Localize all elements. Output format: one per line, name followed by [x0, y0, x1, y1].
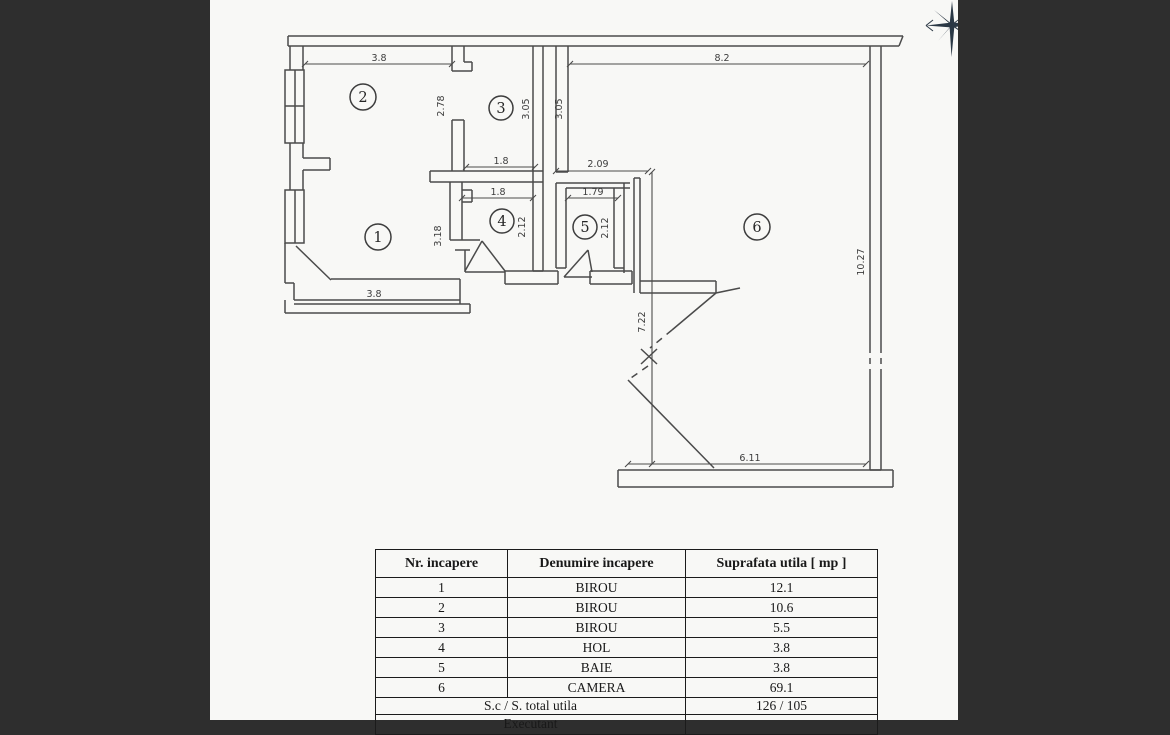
hall-room6-wall: [640, 281, 716, 293]
header-nr-incapere: Nr. incapere: [376, 550, 508, 578]
table-row: [376, 638, 878, 658]
cell-area: 5.5: [686, 618, 878, 638]
scanner-band-right: [958, 0, 1170, 720]
top-wall: [288, 36, 903, 46]
table-total-row: [376, 698, 878, 715]
dim-room6-width: 8.2: [714, 53, 730, 64]
room6-left-wall-lower: [634, 178, 640, 293]
dim-room4-height: 2.12: [517, 216, 528, 238]
dim-room6-left-height: 3.05: [554, 98, 565, 120]
partial-row-label: Executant: [376, 715, 686, 735]
table-row: [376, 578, 878, 598]
header-suprafata-utila: Suprafata utila [ mp ]: [686, 550, 878, 578]
dim-room2-width: 3.8: [371, 53, 387, 64]
table-row: [376, 658, 878, 678]
dim-room3-width: 1.8: [493, 156, 509, 167]
room5-door-sill: [590, 271, 632, 284]
cell-nr: 1: [376, 578, 508, 598]
scanner-band-left: [0, 0, 210, 720]
table-row: [376, 678, 878, 698]
dim-hall-width: 2.09: [587, 159, 609, 170]
wall-rooms-3-4: [430, 171, 543, 182]
wall-lines: [285, 36, 903, 487]
room-number-3: [489, 96, 513, 120]
room-number-2: [350, 84, 376, 110]
room4-door-sill: [505, 271, 558, 284]
room-number-1: [365, 224, 391, 250]
cell-area: 10.6: [686, 598, 878, 618]
dim-room4-width: 1.8: [490, 187, 506, 198]
room-areas-table: [375, 549, 878, 735]
svg-text:5: 5: [580, 220, 590, 236]
dimension-lines: [302, 61, 869, 467]
svg-text:2: 2: [358, 90, 368, 106]
cell-area: 3.8: [686, 638, 878, 658]
room5-left-wall: [556, 183, 566, 268]
room6-door-cross: [641, 349, 657, 364]
dim-room5-width: 1.79: [582, 187, 604, 198]
wall-stub-room2: [303, 158, 330, 170]
table-partial-row: [376, 715, 878, 735]
wall-rooms-2-3: [452, 46, 472, 171]
wall-rooms-4-5: [533, 46, 543, 271]
table-row: [376, 618, 878, 638]
dim-room6-bottom-width: 6.11: [739, 453, 761, 464]
cell-name: BIROU: [508, 598, 686, 618]
cell-nr: 4: [376, 638, 508, 658]
window-room1: [285, 190, 304, 243]
room5-door-swing: [564, 250, 592, 277]
dimension-labels: [366, 53, 867, 464]
svg-text:6: 6: [752, 220, 762, 236]
right-wall-window-dashed: [870, 347, 881, 372]
table-row: [376, 598, 878, 618]
cell-area: 69.1: [686, 678, 878, 698]
dim-room1-width: 3.8: [366, 289, 382, 300]
cell-name: BIROU: [508, 618, 686, 638]
cell-area: 12.1: [686, 578, 878, 598]
window-room2: [285, 70, 304, 143]
cell-nr: 2: [376, 598, 508, 618]
cell-area: 3.8: [686, 658, 878, 678]
total-value: 126 / 105: [686, 698, 878, 715]
cell-nr: 6: [376, 678, 508, 698]
total-label: S.c / S. total utila: [376, 698, 686, 715]
left-wall: [285, 46, 303, 300]
room-number-6: [744, 214, 770, 240]
partial-row-empty: [686, 715, 878, 735]
room4-door-swing: [465, 241, 505, 271]
room1-corner-door: [296, 246, 331, 280]
dim-room2-height: 2.78: [436, 95, 447, 117]
cell-name: BIROU: [508, 578, 686, 598]
cell-name: CAMERA: [508, 678, 686, 698]
dim-room3-height: 3.05: [521, 98, 532, 120]
svg-text:4: 4: [497, 214, 507, 230]
room-number-4: [490, 209, 514, 233]
right-wall: [870, 46, 881, 470]
cell-nr: 3: [376, 618, 508, 638]
dim-room6-right-height: 10.27: [856, 248, 867, 276]
table-header-row: [376, 550, 878, 578]
dim-room6-inner-height: 7.22: [637, 311, 648, 333]
room-number-5: [573, 215, 597, 239]
cell-nr: 5: [376, 658, 508, 678]
dim-room5-height: 2.12: [600, 217, 611, 239]
header-denumire-incapere: Denumire incapere: [508, 550, 686, 578]
cell-name: HOL: [508, 638, 686, 658]
cell-name: BAIE: [508, 658, 686, 678]
room6-bottom-wall: [618, 470, 893, 487]
svg-text:3: 3: [496, 101, 506, 117]
svg-text:1: 1: [373, 230, 383, 246]
dim-room1-height: 3.18: [433, 225, 444, 247]
